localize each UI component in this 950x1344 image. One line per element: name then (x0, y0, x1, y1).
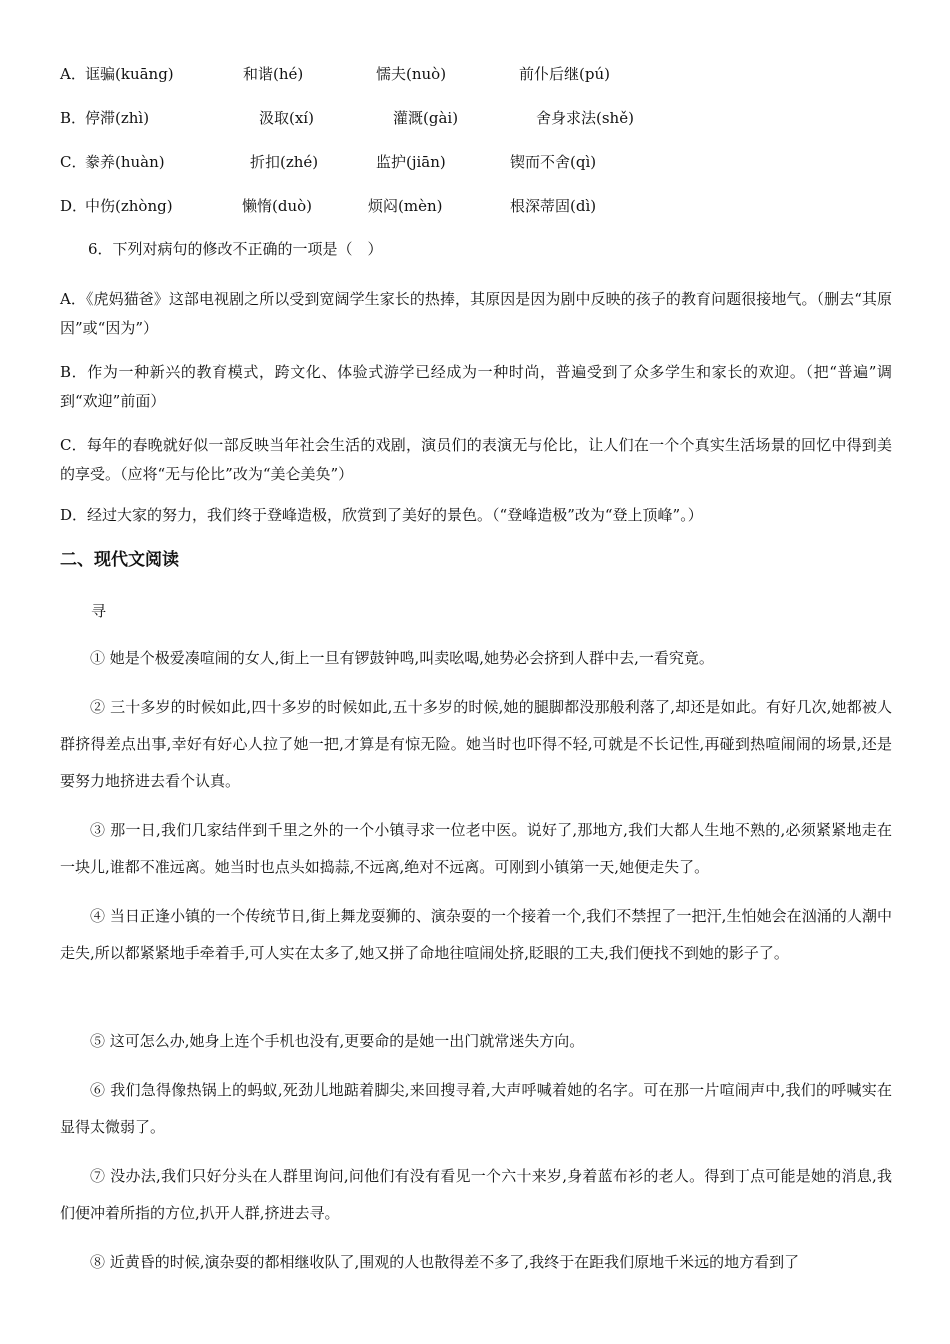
option-item: 中伤(zhòng) (85, 197, 173, 215)
option-item: 懦夫(nuò) (376, 65, 447, 83)
question-6-choice-c: C．每年的春晚就好似一部反映当年社会生活的戏剧，演员们的表演无与伦比，让人们在一个个真实生活场景的回忆中得到美的享受。（应将“无与伦比”改为“美仑美奂”） (60, 436, 892, 483)
option-letter: D． (60, 197, 88, 215)
article-title: 寻 (91, 602, 107, 620)
option-letter: B． (60, 109, 87, 127)
option-item: 诓骗(kuāng) (85, 65, 174, 83)
article-paragraph-7: ⑦ 没办法,我们只好分头在人群里询问,问他们有没有看见一个六十来岁,身着蓝布衫的老人。得到丁点可能是她的消息,我们便冲着所指的方位,扒开人群,挤进去寻。 (60, 1167, 892, 1222)
option-item: 灌溉(gài) (393, 109, 459, 127)
option-item: 烦闷(mèn) (368, 197, 443, 215)
article-paragraph-1: ① 她是个极爱凑喧闹的女人,街上一旦有锣鼓钟鸣,叫卖吆喝,她势必会挤到人群中去,一看究竟。 (90, 649, 714, 667)
option-item: 停滞(zhì) (85, 109, 150, 127)
article-paragraph-8: ⑧ 近黄昏的时候,演杂耍的都相继收队了,围观的人也散得差不多了,我终于在距我们原地千米远的地方看到了 (90, 1253, 800, 1271)
option-item: 豢养(huàn) (85, 153, 165, 171)
option-item: 舍身求法(shě) (536, 109, 634, 127)
option-item: 根深蒂固(dì) (510, 197, 597, 215)
option-item: 锲而不舍(qì) (510, 153, 597, 171)
article-paragraph-4: ④ 当日正逢小镇的一个传统节日,街上舞龙耍狮的、演杂耍的一个接着一个,我们不禁捏了一把汗,生怕她会在汹涌的人潮中走失,所以都紧紧地手牵着手,可人实在太多了,她又拼了命地往喧闹处挤,眨眼的工夫,我们便找不到她的影子了。 (60, 907, 892, 962)
option-letter: C． (60, 153, 87, 171)
option-item: 前仆后继(pú) (519, 65, 610, 83)
option-item: 懒惰(duò) (242, 197, 312, 215)
option-letter: A． (60, 65, 86, 83)
option-item: 折扣(zhé) (250, 153, 319, 171)
option-item: 汲取(xí) (259, 109, 314, 127)
option-item: 和谐(hé) (243, 65, 304, 83)
article-paragraph-5: ⑤ 这可怎么办,她身上连个手机也没有,更要命的是她一出门就常迷失方向。 (90, 1032, 585, 1050)
article-paragraph-6: ⑥ 我们急得像热锅上的蚂蚁,死劲儿地踮着脚尖,来回搜寻着,大声呼喊着她的名字。可在那一片喧闹声中,我们的呼喊实在显得太微弱了。 (60, 1081, 892, 1136)
question-6-choice-a: A．《虎妈猫爸》这部电视剧之所以受到宽阔学生家长的热捧，其原因是因为剧中反映的孩子的教育问题很接地气。（删去“其原因”或“因为”） (60, 290, 892, 337)
article-paragraph-2: ② 三十多岁的时候如此,四十多岁的时候如此,五十多岁的时候,她的腿脚都没那般利落了,却还是如此。有好几次,她都被人群挤得差点出事,幸好有好心人拉了她一把,才算是有惊无险。她当时也吓得不轻,可就是不长记性,再碰到热喧闹闹的场景,还是要努力地挤进去看个认真。 (60, 698, 892, 790)
section-heading: 二、现代文阅读 (60, 550, 179, 570)
question-6-choice-b: B．作为一种新兴的教育模式，跨文化、体验式游学已经成为一种时尚，普遍受到了众多学生和家长的欢迎。（把“普遍”调到“欢迎”前面） (60, 363, 892, 410)
option-item: 监护(jiān) (376, 153, 446, 171)
question-6-stem: 6．下列对病句的修改不正确的一项是（ ） (88, 240, 383, 258)
question-6-choice-d: D．经过大家的努力，我们终于登峰造极，欣赏到了美好的景色。（“登峰造极”改为“登上顶峰”。） (60, 506, 703, 524)
article-paragraph-3: ③ 那一日,我们几家结伴到千里之外的一个小镇寻求一位老中医。说好了,那地方,我们大都人生地不熟的,必须紧紧地走在一块儿,谁都不准远离。她当时也点头如捣蒜,不远离,绝对不远离。可刚到小镇第一天,她便走失了。 (60, 821, 892, 876)
